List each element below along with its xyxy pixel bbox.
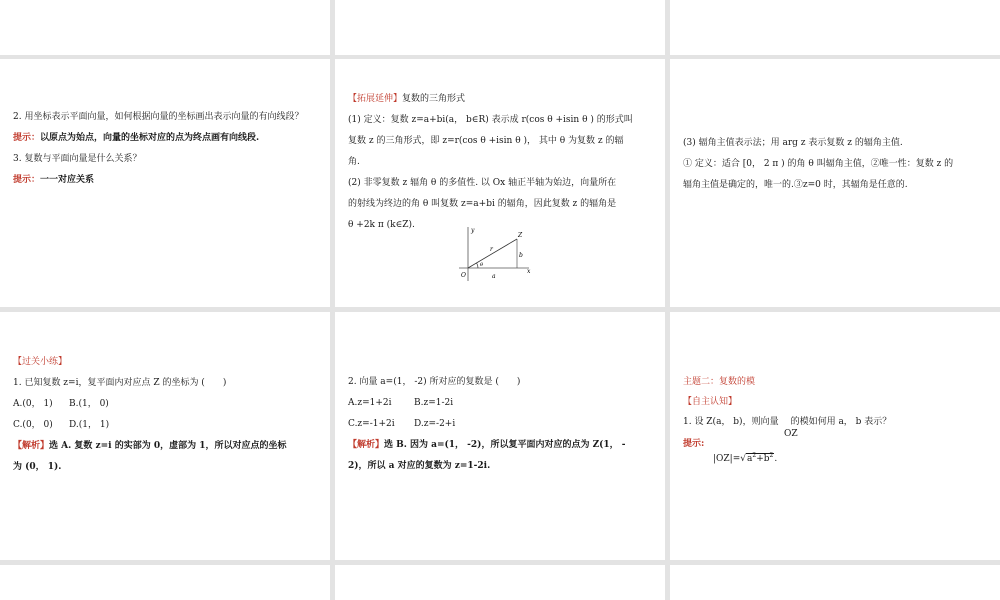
options-row — [348, 393, 655, 414]
hint-text: 一一对应关系 — [40, 175, 95, 185]
theta-label: θ — [480, 262, 484, 268]
question-text-2: 的模如何用 a， b 表示？ — [790, 417, 892, 427]
analysis — [13, 436, 320, 457]
analysis-text: 选 A. 复数 z=i 的实部为 0，虚部为 1，所以对应点的坐标 — [49, 441, 287, 451]
slide-bottom-center — [335, 565, 665, 600]
option-d: D.(1， 1) — [69, 420, 110, 430]
analysis-cont: 为 (0， 1). — [13, 462, 62, 472]
formula-lhs: |OZ|= — [713, 454, 741, 464]
sqrt-symbol: √ — [740, 454, 746, 464]
slide-text — [683, 372, 990, 469]
multi-value-line: θ +2k π (k∈Z). — [348, 220, 415, 230]
a-label: a — [492, 273, 496, 280]
radicand — [746, 453, 774, 464]
question-2: 2. 用坐标表示平面向量，如何根据向量的坐标画出表示向量的有向线段？ — [13, 112, 304, 122]
radicand-b: +b — [756, 454, 770, 464]
option-a: A.z=1+2i — [348, 398, 392, 408]
option-a: A.(0， 1) — [13, 399, 53, 409]
options-row — [13, 394, 320, 415]
hint-text: 以原点为始点，向量的坐标对应的点为终点画有向线段. — [40, 133, 260, 143]
theta-arc — [477, 263, 478, 268]
formula-end: . — [774, 454, 778, 464]
definition-line: (1) 定义：复数 z=a+bi(a， b∈R) 表示成 r(cos θ +isin θ ) 的形式叫 — [348, 115, 633, 125]
hint-label: 提示： — [13, 175, 41, 185]
b-label: b — [519, 252, 523, 259]
multi-value-line: (2) 非零复数 z 辐角 θ 的多值性. 以 Ox 轴正半轴为始边，向量所在 — [348, 178, 617, 188]
principal-line: (3) 辐角主值表示法；用 arg z 表示复数 z 的辐角主值. — [683, 138, 903, 148]
vector-oz — [468, 239, 517, 268]
hint-label: 提示： — [13, 133, 41, 143]
slide-bottom-left — [0, 565, 330, 600]
option-b: B.z=1-2i — [414, 398, 454, 408]
radicand-a: a — [747, 454, 753, 464]
complex-plane-diagram — [453, 223, 539, 285]
exponent-b: 2 — [769, 452, 774, 459]
oz-vector-label: OZ — [784, 429, 798, 439]
hint-label: 提示: — [683, 439, 705, 449]
slide-quiz-2 — [335, 312, 665, 560]
principal-line: 辐角主值是确定的，唯一的.③z=0 时，其辐角是任意的. — [683, 180, 908, 190]
definition-line: 复数 z 的三角形式，即 z=r(cos θ +isin θ )， 其中 θ 为复数 z 的辐 — [348, 136, 624, 146]
origin-label: O — [461, 272, 466, 279]
options-row — [348, 414, 655, 435]
option-b: B.(1， 0) — [69, 399, 109, 409]
slide-text — [13, 107, 320, 191]
slide-quiz-1 — [0, 312, 330, 560]
slide-top-center — [335, 0, 665, 55]
heading: 【过关小练】 — [13, 357, 68, 367]
heading-tag: 【拓展延伸】 — [348, 94, 403, 104]
analysis — [348, 435, 655, 456]
slide-principal-argument — [670, 59, 1000, 307]
heading-title: 复数的三角形式 — [402, 94, 466, 104]
x-label: x — [527, 268, 531, 275]
topic-title: 主题二：复数的模 — [683, 377, 756, 387]
exponent-a: 2 — [752, 452, 757, 459]
slide-bottom-right — [670, 565, 1000, 600]
hint-3 — [13, 170, 320, 191]
question-1 — [683, 412, 990, 439]
analysis-cont: 2)，所以 a 对应的复数为 z=1-2i. — [348, 461, 491, 471]
slide-trig-form — [335, 59, 665, 307]
question-2: 2. 向量 a=(1， -2) 所对应的复数是 ( ) — [348, 377, 521, 387]
option-d: D.z=-2+i — [414, 419, 456, 429]
principal-line: ① 定义：适合 [0， 2 π ) 的角 θ 叫辐角主值，②唯一性：复数 z 的 — [683, 159, 954, 169]
point-z-label: Z — [518, 232, 523, 239]
hint-2 — [13, 128, 320, 149]
question-text: 1. 设 Z(a， b)，则向量 — [683, 417, 779, 427]
r-label: r — [490, 246, 493, 253]
definition-line: 角. — [348, 157, 360, 167]
options-row — [13, 415, 320, 436]
slide-text — [348, 89, 655, 236]
slide-text — [683, 133, 990, 196]
heading — [348, 89, 655, 110]
multi-value-line: 的射线为终边的角 θ 叫复数 z=a+bi 的辐角，因此复数 z 的辐角是 — [348, 199, 617, 209]
modulus-formula — [683, 446, 990, 469]
analysis-text: 选 B. 因为 a=(1， -2)，所以复平面内对应的点为 Z(1， - — [384, 440, 626, 450]
option-c: C.z=-1+2i — [348, 419, 395, 429]
slide-modulus — [670, 312, 1000, 560]
self-study-heading: 【自主认知】 — [683, 397, 738, 407]
option-c: C.(0， 0) — [13, 420, 53, 430]
slide-text — [13, 352, 320, 478]
analysis-label: 【解析】 — [348, 440, 385, 450]
slide-top-left — [0, 0, 330, 55]
y-label: y — [471, 227, 475, 234]
question-1: 1. 已知复数 z=i，复平面内对应点 Z 的坐标为 ( ) — [13, 378, 227, 388]
slide-vector-questions — [0, 59, 330, 307]
slide-top-right — [670, 0, 1000, 55]
question-3: 3. 复数与平面向量是什么关系？ — [13, 154, 142, 164]
slide-text — [348, 372, 655, 477]
analysis-label: 【解析】 — [13, 441, 50, 451]
